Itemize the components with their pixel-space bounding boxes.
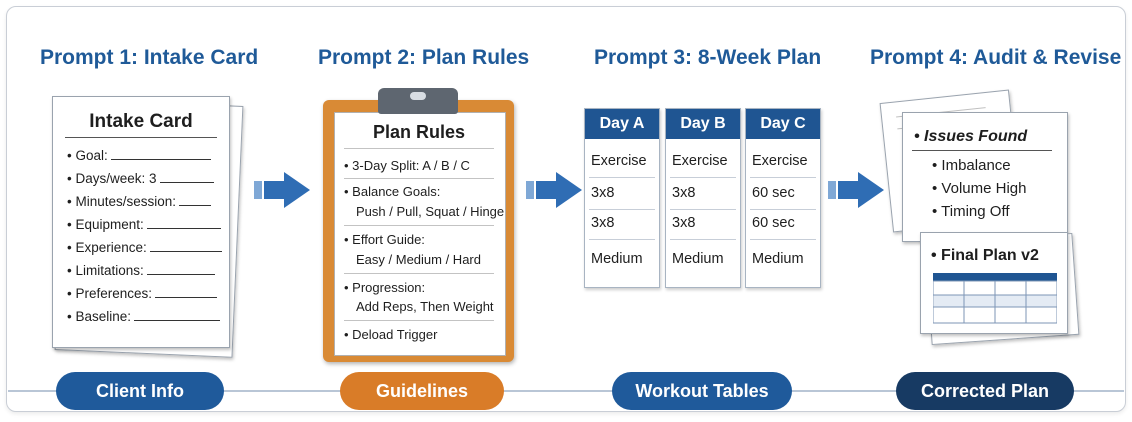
day-cell: Medium xyxy=(752,251,804,267)
plan-rules-title: Plan Rules xyxy=(372,122,466,142)
arrow-right-icon xyxy=(254,170,312,210)
issues-divider xyxy=(912,150,1052,151)
rule-progression: • Progression: xyxy=(344,280,426,295)
day-header: Day C xyxy=(746,109,820,139)
intake-card-title: Intake Card xyxy=(89,111,193,132)
rule-effort-detail: Easy / Medium / Hard xyxy=(356,252,481,267)
issue-item: • Volume High xyxy=(932,180,1027,197)
rule-balance: • Balance Goals: xyxy=(344,184,441,199)
final-plan-table-icon xyxy=(933,273,1057,325)
day-cell: 3x8 xyxy=(672,185,696,201)
rule-deload: • Deload Trigger xyxy=(344,327,438,342)
arrow-right-icon xyxy=(828,170,886,210)
day-cell: 3x8 xyxy=(591,215,615,231)
intake-field-days: • Days/week: 3 xyxy=(67,170,214,186)
stage-pill-guidelines: Guidelines xyxy=(340,372,504,410)
rule-balance-detail: Push / Pull, Squat / Hinge xyxy=(356,204,505,219)
issue-item: • Timing Off xyxy=(932,203,1010,220)
day-cell: Exercise xyxy=(672,153,728,169)
intake-front-sheet xyxy=(52,96,230,348)
day-row-divider xyxy=(750,177,816,178)
day-cell: Exercise xyxy=(591,153,647,169)
intake-field-experience: • Experience: xyxy=(67,239,222,255)
column-title-intake: Prompt 1: Intake Card xyxy=(40,46,259,69)
day-cell: 60 sec xyxy=(752,185,795,201)
rule-effort: • Effort Guide: xyxy=(344,232,425,247)
day-table-a xyxy=(584,108,660,288)
column-title-plan: Prompt 3: 8-Week Plan xyxy=(594,46,822,69)
day-header: Day B xyxy=(666,109,740,139)
intake-field-preferences: • Preferences: xyxy=(67,285,217,301)
intake-field-limitations: • Limitations: xyxy=(67,262,215,278)
intake-field-goal: • Goal: xyxy=(67,147,211,163)
day-row-divider xyxy=(670,239,736,240)
stage-pill-workout-tables: Workout Tables xyxy=(612,372,792,410)
day-row-divider xyxy=(750,209,816,210)
rules-divider xyxy=(344,148,494,149)
issues-title: • Issues Found xyxy=(914,128,1028,145)
final-plan-title: • Final Plan v2 xyxy=(931,247,1039,264)
day-row-divider xyxy=(589,239,655,240)
day-cell: 3x8 xyxy=(591,185,615,201)
day-table-c xyxy=(745,108,821,288)
day-row-divider xyxy=(750,239,816,240)
final-plan-sheet xyxy=(920,232,1068,334)
intake-title-divider xyxy=(65,137,217,138)
clipboard-clip-hole xyxy=(410,92,426,100)
day-header: Day A xyxy=(585,109,659,139)
day-row-divider xyxy=(589,209,655,210)
day-cell: 60 sec xyxy=(752,215,795,231)
arrow-right-icon xyxy=(526,170,584,210)
column-title-rules: Prompt 2: Plan Rules xyxy=(318,46,530,69)
intake-field-minutes: • Minutes/session: xyxy=(67,193,211,209)
day-cell: Medium xyxy=(672,251,724,267)
intake-field-equipment: • Equipment: xyxy=(67,216,221,232)
day-cell: 3x8 xyxy=(672,215,696,231)
stage-pill-corrected-plan: Corrected Plan xyxy=(896,372,1074,410)
rules-divider xyxy=(344,273,494,274)
intake-field-baseline: • Baseline: xyxy=(67,308,220,324)
day-cell: Exercise xyxy=(752,153,808,169)
day-row-divider xyxy=(670,177,736,178)
rules-divider xyxy=(344,178,494,179)
day-row-divider xyxy=(670,209,736,210)
day-row-divider xyxy=(589,177,655,178)
rule-progression-detail: Add Reps, Then Weight xyxy=(356,299,494,314)
day-table-b xyxy=(665,108,741,288)
day-cell: Medium xyxy=(591,251,643,267)
issue-item: • Imbalance xyxy=(932,157,1011,174)
rules-divider xyxy=(344,320,494,321)
rules-divider xyxy=(344,225,494,226)
stage-pill-client-info: Client Info xyxy=(56,372,224,410)
rule-split: • 3-Day Split: A / B / C xyxy=(344,158,470,173)
column-title-audit: Prompt 4: Audit & Revise xyxy=(870,46,1122,69)
